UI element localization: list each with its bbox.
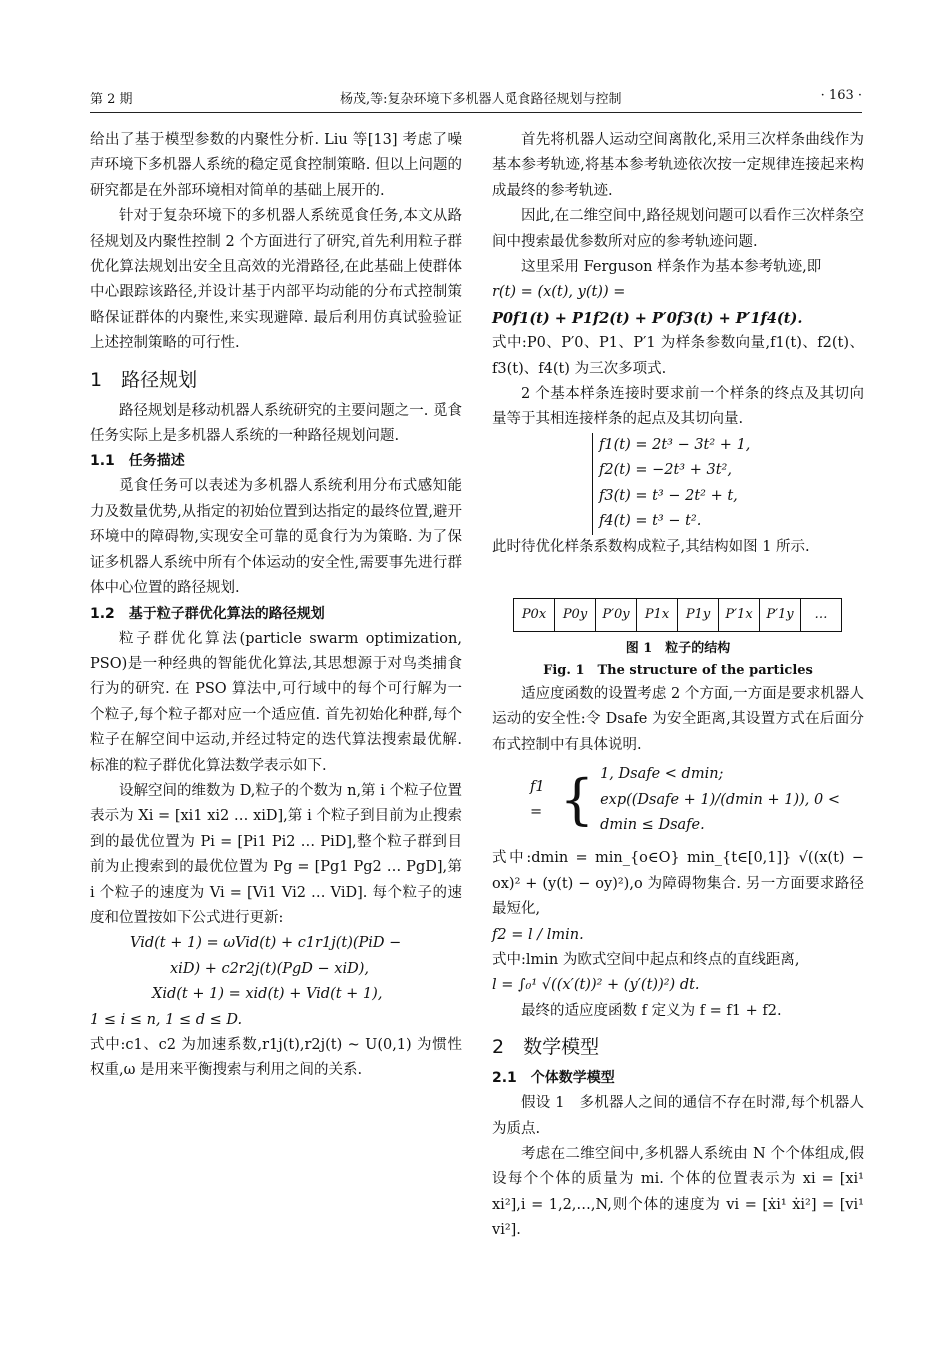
equation-line: r(t) = (x(t), y(t)) = [492, 284, 626, 301]
left-column [90, 128, 462, 1084]
paragraph: 适应度函数的设置考虑 2 个方面,一方面是要求机器人运动的安全性:令 Dsafe 为安全距离,其设置方式在后面分布式控制中有具体说明. [492, 685, 864, 753]
fitness-equation [530, 762, 864, 838]
paragraph: 考虑在二维空间中,多机器人系统由 N 个个体组成,假设每个个体的质量为 mi. 个体的位置表示为 xi = [xi¹ xi²],i = 1,2,…,N,则个体的速度为 vi = [ẋi¹ ẋi²] = [vi¹ vi²]. [492, 1146, 864, 1239]
equation-line: f3(t) = t³ − 2t² + t, [599, 487, 738, 504]
paragraph: 给出了基于模型参数的内聚性分析. Liu 等[13] 考虑了噪声环境下多机器人系统的稳定觅食控制策略. 但以上问题的研究都是在外部环境相对简单的基础上展开的. [90, 132, 462, 199]
running-title: 杨茂,等:复杂环境下多机器人觅食路径规划与控制 [340, 92, 622, 107]
right-column [492, 128, 864, 1244]
paragraph: 设解空间的维数为 D,粒子的个数为 n,第 i 个粒子位置表示为 Xi = [xi1 xi2 … xiD],第 i 个粒子到目前为止搜索到的最优位置为 Pi = [Pi1 Pi2 … PiD],整个粒子群到目前为止搜索到的最优位置为 Pg = [Pg1 Pg2 … PgD],第 i 个粒子的速度为 Vi = [Vi1 Vi2 … ViD]. 每个粒子的速度和位置按如下公式进行更新: [90, 782, 462, 926]
figure-caption-cn: 图 1 粒子的结构 [625, 640, 731, 656]
subsection-heading: 1.2 基于粒子群优化算法的路径规划 [90, 605, 325, 622]
page-header [90, 88, 862, 110]
paragraph: 因此,在二维空间中,路径规划问题可以看作三次样条空间中搜索最优参数所对应的参考轨迹问题. [492, 208, 864, 250]
equation-line: Vid(t + 1) = ωVid(t) + c1r1j(t)(PiD − [130, 935, 402, 952]
page-number: · 163 · [820, 88, 862, 103]
equation-line: f2 = l / lmin. [492, 926, 584, 943]
equation-line: 1 ≤ i ≤ n, 1 ≤ d ≤ D. [90, 1011, 243, 1028]
paragraph: 这里采用 Ferguson 样条作为基本参考轨迹,即 [521, 259, 822, 276]
particle-cell: P′1x [718, 598, 760, 632]
section-heading: 2 数学模型 [492, 1036, 600, 1059]
particle-structure-figure [492, 598, 864, 632]
subsection-heading: 1.1 任务描述 [90, 453, 185, 470]
equation-line: Xid(t + 1) = xid(t) + Vid(t + 1), [152, 986, 383, 1003]
brace-symbol: { [559, 768, 595, 832]
equation-lhs: f1 = [530, 778, 545, 821]
particle-cell: P1x [636, 598, 678, 632]
particle-cell: P′0y [595, 598, 637, 632]
paragraph: 针对于复杂环境下的多机器人系统觅食任务,本文从路径规划及内聚性控制 2 个方面进行了研究,首先利用粒子群优化算法规划出安全且高效的光滑路径,在此基础上使群体中心跟踪该路径,并设计基于内部平均动能的分布式控制策略保证群体的内聚性,来实现避障. 最后利用仿真试验验证上述控制策略的可行性. [90, 208, 462, 352]
paragraph: 觅食任务可以表述为多机器人系统利用分布式感知能力及数量优势,从指定的初始位置到达指定的最终位置,避开环境中的障碍物,实现安全可靠的觅食行为为策略. 为了保证多机器人系统中所有个体运动的安全性,需要事先进行群体中心位置的路径规划. [90, 478, 462, 597]
spline-basis-equations [592, 433, 864, 535]
paragraph: 式中:dmin = min_{o∈O} min_{t∈[0,1]} √((x(t) − ox)² + (y(t) − oy)²),o 为障碍物集合. 另一方面要求路径最短化, [492, 850, 864, 918]
paragraph: 粒子群优化算法(particle swarm optimization, PSO)是一种经典的智能优化算法,其思想源于对鸟类捕食行为的研究. 在 PSO 算法中,可行域中的每个可行解为一个粒子,每个粒子都对应一个适应值. 首先初始化种群,每个粒子在解空间中运动,并经过特定的迭代算法搜索最优解. 标准的粒子群优化算法数学表示如下. [90, 630, 462, 774]
equation-line: exp((Dsafe + 1)/(dmin + 1)), 0 < dmin ≤ Dsafe. [600, 791, 840, 833]
particle-cell: P′1y [759, 598, 801, 632]
equation-line: 1, Dsafe < dmin; [600, 766, 724, 783]
particle-cell: P1y [677, 598, 719, 632]
subsection-heading: 2.1 个体数学模型 [492, 1070, 615, 1087]
paragraph: 假设 1 多机器人之间的通信不存在时滞,每个机器人为质点. [492, 1095, 864, 1137]
issue-number: 第 2 期 [90, 92, 133, 107]
paragraph: 式中:lmin 为欧式空间中起点和终点的直线距离, [492, 951, 800, 968]
paragraph: 首先将机器人运动空间离散化,采用三次样条曲线作为基本参考轨迹,将基本参考轨迹依次按一定规律连接起来构成最终的参考轨迹. [492, 132, 864, 199]
equation-line: xiD) + c2r2j(t)(PgD − xiD), [170, 960, 369, 977]
section-heading: 1 路径规划 [90, 368, 198, 391]
equation-line: f4(t) = t³ − t². [599, 513, 702, 530]
particle-cell: P0y [554, 598, 596, 632]
paragraph: 路径规划是移动机器人系统研究的主要问题之一. 觅食任务实际上是多机器人系统的一种路径规划问题. [90, 402, 462, 445]
header-rule [90, 112, 862, 113]
equation-line: P0f1(t) + P1f2(t) + P′0f3(t) + P′1f4(t). [492, 309, 803, 327]
particle-cell: P0x [513, 598, 555, 632]
equation-line: f1(t) = 2t³ − 3t² + 1, [599, 436, 751, 453]
figure-caption-en: Fig. 1 The structure of the particles [543, 662, 813, 678]
particle-cell: … [800, 598, 842, 632]
paragraph: 最终的适应度函数 f 定义为 f = f1 + f2. [521, 1002, 782, 1019]
paragraph: 式中:P0、P′0、P1、P′1 为样条参数向量,f1(t)、f2(t)、f3(t)、f4(t) 为三次多项式. [492, 335, 864, 377]
paragraph: 此时待优化样条系数构成粒子,其结构如图 1 所示. [492, 538, 810, 555]
equation-line: f2(t) = −2t³ + 3t², [599, 462, 732, 479]
paragraph: 式中:c1、c2 为加速系数,r1j(t),r2j(t) ~ U(0,1) 为惯性权重,ω 是用来平衡搜索与利用之间的关系. [90, 1037, 462, 1079]
paragraph: 2 个基本样条连接时要求前一个样条的终点及其切向量等于其相连接样条的起点及其切向量. [492, 386, 864, 428]
equation-line: l = ∫₀¹ √((x′(t))² + (y′(t))²) dt. [492, 977, 700, 994]
